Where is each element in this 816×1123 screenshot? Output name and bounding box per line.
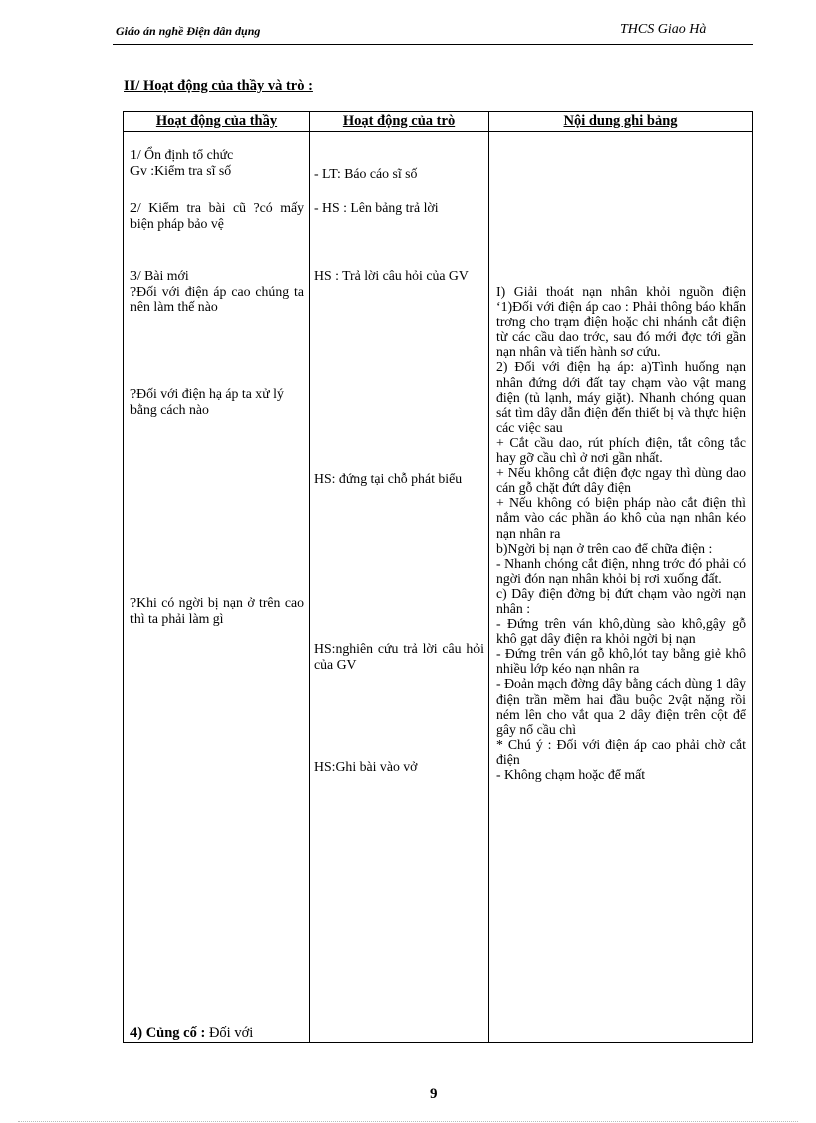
content-p12: * Chú ý : Đối với điện áp cao phải chờ cắt điện — [496, 736, 746, 767]
student-block-3: HS : Trả lời câu hỏi của GV — [314, 268, 469, 283]
section-title: II/ Hoạt động của thầy và trò : — [124, 78, 313, 94]
teacher-stabilize: 1/ Ổn định tổ chức — [130, 147, 234, 162]
content-column — [496, 284, 746, 782]
teacher-new-lesson: 3/ Bài mới — [130, 268, 189, 283]
student-block-1: - LT: Báo cáo sĩ số — [314, 166, 418, 181]
page-number: 9 — [430, 1086, 438, 1102]
header-left: Giáo án nghề Điện dân dụng — [116, 24, 261, 38]
header-row-divider — [124, 131, 752, 132]
student-block-5: HS:nghiên cứu trả lời câu hỏi của GV — [314, 641, 484, 672]
student-block-6: HS:Ghi bài vào vở — [314, 759, 418, 774]
teacher-block-5: ?Khi có ngời bị nạn ở trên cao thì ta phải làm gì — [130, 595, 304, 626]
header-student: Hoạt động của trò — [342, 113, 456, 129]
content-p1: I) Giải thoát nạn nhân khỏi nguồn điện ‘1)Đối với điện áp cao : Phải thông báo khẩn trơng cho trạm điện hoặc chi nhánh cắt điện từ các cầu dao trớc, sau đó mới đợc tới gần nạn nhân và tiến hành sơ cứu. — [496, 284, 746, 360]
teacher-consolidation-text: Đối với — [205, 1025, 254, 1041]
teacher-block-4: ?Đối với điện hạ áp ta xử lý bằng cách nào — [130, 386, 284, 417]
header-right: THCS Giao Hà — [620, 22, 707, 37]
content-p9: - Đứng trên ván khô,dùng sào khô,gậy gỗ khô gạt dây điện ra khỏi ngời bị nạn — [496, 616, 746, 647]
teacher-block-2: 2/ Kiểm tra bài cũ ?có mấy biện pháp bảo vệ — [130, 200, 304, 231]
content-p3: + Cắt cầu dao, rút phích điện, tắt công tắc hay gỡ cầu chì ở nơi gần nhất. — [496, 434, 746, 466]
content-p10: - Đứng trên ván gỗ khô,lót tay bằng giẻ khô nhiều lớp kéo nạn nhân ra — [496, 646, 746, 677]
content-p11: - Đoản mạch đờng dây bằng cách dùng 1 dây điện trần mềm hai đầu buộc 2vật nặng rồi ném lên cho vắt qua 2 dây điện trên cột để gây nổ cầu chì — [496, 676, 746, 737]
page-bottom-border — [18, 1121, 798, 1122]
teacher-block-1 — [130, 147, 304, 178]
content-p6: b)Ngời bị nạn ở trên cao để chữa điện : — [496, 540, 713, 556]
teacher-block-6 — [130, 1026, 304, 1042]
content-p4: + Nếu không cắt điện đợc ngay thì dùng dao cán gỗ chặt đứt dây điện — [496, 465, 746, 496]
content-p7: - Nhanh chóng cắt điện, nhng trớc đó phải có ngời đón nạn nhân khỏi bị rơi xuống đất. — [496, 555, 746, 586]
header-content: Nội dung ghi bảng — [563, 113, 678, 129]
content-p13: - Không chạm hoặc để mất — [496, 767, 646, 782]
teacher-high-voltage-question: ?Đối với điện áp cao chúng ta nên làm thế nào — [130, 283, 304, 314]
teacher-consolidation-label: 4) Củng cố : — [130, 1025, 206, 1041]
lesson-table — [123, 111, 753, 1043]
content-p8: c) Dây điện đờng bị đứt chạm vào ngời nạn nhân : — [496, 585, 746, 616]
content-p2: 2) Đối với điện hạ áp: a)Tình huống nạn nhân đứng dới đất tay chạm vào vật mang điện (tủ lạnh, máy giặt). Nhanh chóng quan sát tìm dây dẫn điện đến thiết bị và thực hiện các việc sau — [496, 359, 746, 435]
header-teacher: Hoạt động của thầy — [155, 113, 278, 129]
column-divider-2 — [488, 112, 489, 1042]
student-block-4: HS: đứng tại chỗ phát biểu — [314, 471, 463, 486]
teacher-block-3 — [130, 268, 304, 315]
content-p5: + Nếu không có biện pháp nào cắt điện thì nắm vào các phần áo khô của nạn nhân kéo nạn nhân ra — [496, 495, 746, 541]
header-divider — [113, 44, 753, 45]
column-divider-1 — [309, 112, 310, 1042]
student-block-2: - HS : Lên bảng trả lời — [314, 200, 439, 215]
teacher-roll-call: Gv :Kiểm tra sĩ số — [130, 162, 232, 178]
